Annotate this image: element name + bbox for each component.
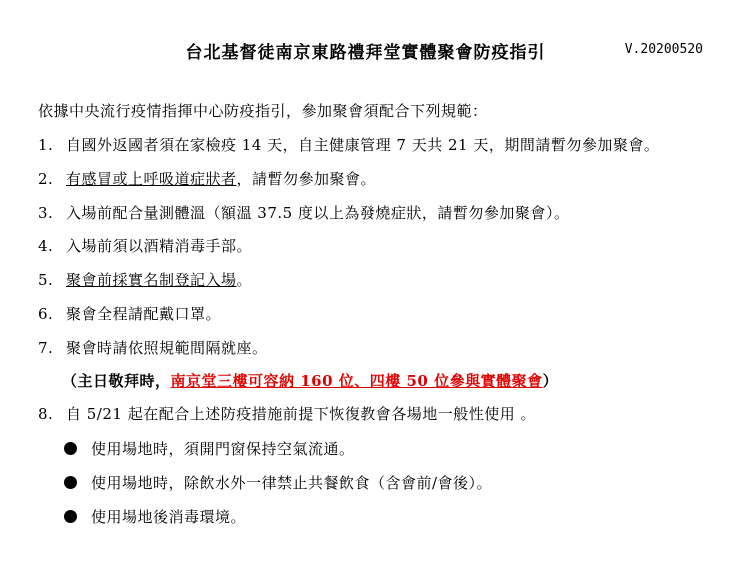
- list-item-1: [38, 134, 659, 155]
- bullet-icon: [64, 442, 77, 455]
- item-underlined-text: 聚會前採實名制登記入場: [66, 271, 237, 289]
- list-item-4: [38, 235, 252, 256]
- list-item-2: [38, 168, 376, 189]
- version-label: V.20200520: [624, 42, 703, 57]
- bullet-text: 使用場地時，須開門窗保持空氣流通。: [91, 440, 355, 458]
- note-suffix: ）: [542, 372, 559, 390]
- item-text: ，請暫勿參加聚會。: [236, 170, 377, 188]
- list-item-6: [38, 303, 221, 324]
- note-highlight: 南京堂三樓可容納 160 位、四樓 50 位參與實體聚會: [170, 372, 543, 390]
- bullet-item-1: [64, 438, 355, 459]
- bullet-item-3: [64, 506, 246, 527]
- item-text: 。: [236, 271, 253, 289]
- item-text: 聚會時請依照規範間隔就座。: [66, 339, 268, 357]
- item-number: 5.: [38, 271, 54, 289]
- intro-text: 依據中央流行疫情指揮中心防疫指引，參加聚會須配合下列規範：: [38, 102, 488, 120]
- item-number: 3.: [38, 204, 54, 222]
- list-item-8: [38, 403, 536, 424]
- item-number: 1.: [38, 136, 54, 154]
- bullet-text: 使用場地後消毒環境。: [91, 508, 247, 526]
- item-text: 聚會全程請配戴口罩。: [66, 305, 222, 323]
- item-number: 8.: [38, 405, 54, 423]
- item-underlined-text: 有感冒或上呼吸道症狀者: [66, 170, 237, 188]
- item-number: 4.: [38, 237, 54, 255]
- document-title: 台北基督徒南京東路禮拜堂實體聚會防疫指引: [185, 43, 546, 63]
- bullet-icon: [64, 476, 77, 489]
- list-item-7: [38, 337, 268, 358]
- item-text: 自 5/21 起在配合上述防疫措施前提下恢復教會各場地一般性使用 。: [66, 405, 536, 423]
- bullet-text: 使用場地時，除飲水外一律禁止共餐飲食（含會前/會後）。: [91, 474, 493, 492]
- list-item-3: [38, 202, 569, 223]
- list-item-5: [38, 269, 252, 290]
- item-text: 入場前須以酒精消毒手部。: [66, 237, 253, 255]
- bullet-icon: [64, 510, 77, 523]
- note-prefix: （主日敬拜時，: [62, 372, 171, 390]
- worship-capacity-note: [62, 370, 558, 391]
- item-text: 自國外返國者須在家檢疫 14 天，自主健康管理 7 天共 21 天，期間請暫勿參加聚會。: [66, 136, 660, 154]
- item-text: 入場前配合量測體溫（額溫 37.5 度以上為發燒症狀，請暫勿參加聚會）。: [66, 204, 570, 222]
- bullet-item-2: [64, 472, 492, 493]
- item-number: 6.: [38, 305, 54, 323]
- item-number: 7.: [38, 339, 54, 357]
- item-number: 2.: [38, 170, 54, 188]
